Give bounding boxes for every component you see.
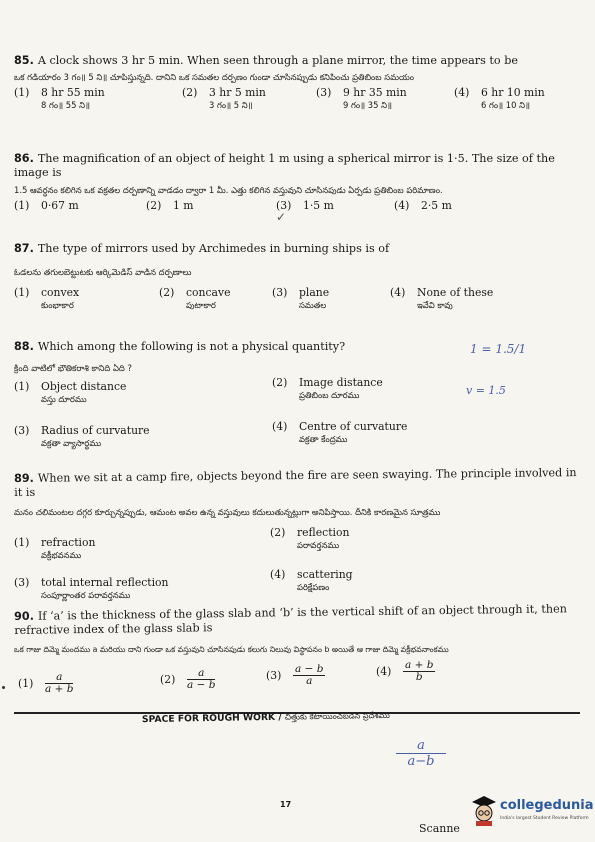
question-text-en: If ‘a’ is the thickness of the glass slab and ‘b’ is the vertical shift of an object through it, then refractive index of the glass slab is (14, 602, 567, 637)
option-4[interactable]: (4) None of these ఇవేవి కావు (390, 286, 494, 310)
option-2[interactable]: (2) Image distance ప్రతిబింబ దూరము (272, 376, 383, 400)
question-89 (14, 466, 579, 604)
question-text-te: ఒక గాజు దిమ్మె మందము a మరియు దాని గుండా ఒక వస్తువుని చూసినపుడు కలుగు నిలువు విస్థాపనం b అయితే ఆ గాజు దిమ్మె వక్రీభవనాంకము (14, 645, 449, 654)
question-number: 86. (14, 152, 34, 165)
option-3[interactable]: (3) 1·5 m (276, 199, 334, 212)
option-3[interactable]: (3) 9 hr 35 min 9 గం॥ 35 ని॥ (316, 86, 407, 110)
fraction: $\frac{a}{a - b}$ (187, 667, 216, 691)
option-1[interactable]: (1) convex కుంభాకార (14, 286, 80, 310)
logo-tagline: India's largest Student Review Platform (500, 816, 589, 821)
scanned-label: Scanne (419, 822, 460, 835)
handwritten-note-1: 1 = 1.5/1 (470, 342, 527, 356)
logo-name: collegedunia (500, 798, 594, 813)
handwritten-note-2: v = 1.5 (466, 384, 506, 397)
question-88 (14, 340, 579, 454)
option-4[interactable]: (4) $\frac{a + b}{b}$ (376, 659, 434, 683)
question-number: 87. (14, 242, 34, 255)
option-3[interactable]: (3) plane సమతల (272, 286, 330, 310)
option-4[interactable]: (4) scattering పరిక్షేపణం (270, 568, 353, 592)
question-text-te: మనం చలిమంటల దగ్గర కూర్చున్నప్పుడు, ఆమంట అవల ఉన్న వస్తువులు కదులుతున్నట్లుగా అనిపిస్తాయి. దీనికి కారణమైన సూత్రము (14, 507, 441, 517)
question-85 (14, 54, 579, 120)
option-3[interactable]: (3) Radius of curvature వక్రతా వ్యాసార్థము (14, 424, 150, 448)
option-2[interactable]: (2) concave పుటాకార (159, 286, 231, 310)
option-2[interactable]: (2) $\frac{a}{a - b}$ (160, 667, 216, 691)
options (14, 86, 579, 120)
option-3[interactable]: (3) total internal reflection సంపూర్ణాంతర పరావర్తనము (14, 576, 169, 600)
option-1[interactable]: (1) $\frac{a}{a + b}$ (18, 671, 74, 695)
question-90 (14, 602, 579, 704)
question-number: 90. (14, 609, 35, 623)
question-text-te: ఒక గడియారం 3 గం॥ 5 ని॥ చూపిస్తున్నది. దానిని ఒక సమతల దర్పణం గుండా చూసినప్పుడు కనిపించు ప్రతిబింబ సమయం (14, 72, 414, 82)
question-text-en: A clock shows 3 hr 5 min. When seen through a plane mirror, the time appears to be (37, 54, 519, 67)
option-1[interactable]: (1) 0·67 m (14, 199, 79, 212)
question-number: 89. (14, 471, 34, 485)
handwritten-fraction: a a−b (396, 738, 446, 769)
margin-dot (2, 686, 5, 689)
question-text-en: The magnification of an object of height 1 m using a spherical mirror is 1·5. The size of the image is (14, 152, 555, 179)
options (14, 522, 579, 604)
question-number: 88. (14, 340, 34, 353)
option-4[interactable]: (4) 6 hr 10 min 6 గం॥ 10 ని॥ (454, 86, 545, 110)
question-text-en: The type of mirrors used by Archimedes in burning ships is of (37, 242, 390, 255)
collegedunia-logo (470, 794, 594, 834)
option-4[interactable]: (4) 2·5 m (394, 199, 452, 212)
option-2[interactable]: (2) 3 hr 5 min 3 గం॥ 5 ని॥ (182, 86, 266, 110)
fraction: $\frac{a + b}{b}$ (405, 659, 434, 683)
page-number: 17 (280, 800, 292, 809)
option-1[interactable]: (1) 8 hr 55 min 8 గం॥ 55 ని॥ (14, 86, 105, 110)
question-text-te: 1.5 ఆవర్ధనం కలిగిన ఒక వక్రతల దర్పణాన్ని వాడడం ద్వారా 1 మీ. ఎత్తు కలిగిన వస్తువుని చూసినపుడు ఏర్పడు ప్రతిబింబ పరిమాణం. (14, 185, 443, 195)
options (14, 659, 579, 704)
option-1[interactable]: (1) Object distance వస్తు దూరము (14, 380, 127, 404)
question-86 (14, 152, 579, 215)
tick-mark: ✓ (276, 210, 287, 224)
rough-work-heading: SPACE FOR ROUGH WORK / చిత్తుకు కేటాయించబడిన ప్రదేశము (141, 710, 390, 726)
options (14, 286, 579, 316)
question-87 (14, 242, 579, 316)
option-4[interactable]: (4) Centre of curvature వక్రతా కేంద్రము (272, 420, 408, 444)
options (14, 199, 579, 215)
question-text-en: When we sit at a camp fire, objects beyond the fire are seen swaying. The principle involved in it is (14, 466, 577, 499)
option-1[interactable]: (1) refraction వక్రీభవనము (14, 536, 96, 560)
question-text-en: Which among the following is not a physical quantity? (37, 340, 346, 353)
option-2[interactable]: (2) 1 m (146, 199, 194, 212)
graduate-icon (470, 794, 498, 826)
fraction: $\frac{a - b}{a}$ (295, 663, 324, 687)
question-number: 85. (14, 54, 34, 67)
question-text-te: ఓడలను తగులబెట్టుటకు ఆర్కిమెడిస్ వాడిన దర్పణాలు (14, 267, 192, 277)
question-text-te: క్రింది వాటిలో భౌతికరాశి కానిది ఏది ? (14, 363, 132, 373)
option-3[interactable]: (3) $\frac{a - b}{a}$ (266, 663, 324, 687)
option-2[interactable]: (2) reflection పరావర్తనము (270, 526, 350, 550)
fraction: $\frac{a}{a + b}$ (45, 671, 74, 695)
